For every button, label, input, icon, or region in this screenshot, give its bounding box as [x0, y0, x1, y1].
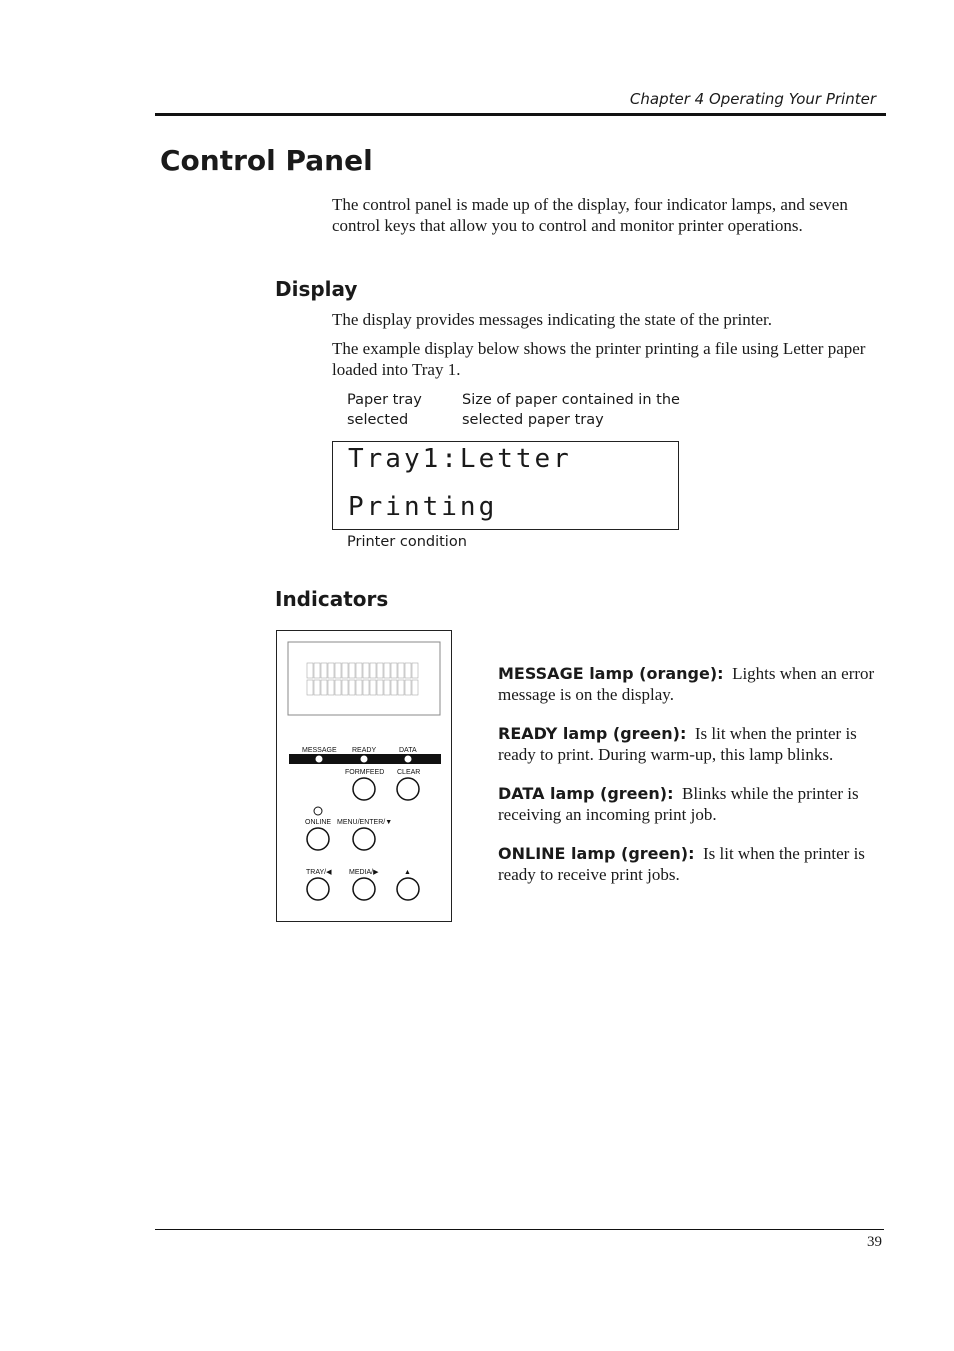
- panel-display-frame: [288, 642, 440, 715]
- display-paragraph-1: The display provides messages indicating the state of the printer.: [332, 310, 772, 329]
- formfeed-key-icon: [353, 778, 375, 800]
- panel-label-formfeed: FORMFEED: [345, 769, 385, 776]
- data-lamp-description: DATA lamp (green): Blinks while the printer is receiving an incoming print job.: [498, 784, 859, 824]
- lcd-cell: [321, 663, 327, 678]
- lcd-cell: [321, 680, 327, 695]
- panel-label-tray: TRAY/◀: [306, 869, 332, 876]
- panel-lcd-grid: [307, 663, 418, 695]
- ready-lamp-icon: [360, 755, 368, 763]
- lcd-cell: [307, 663, 313, 678]
- lcd-cell: [398, 663, 404, 678]
- online-key-icon: [307, 828, 329, 850]
- lcd-cell: [335, 680, 341, 695]
- lcd-display-example: [332, 441, 679, 530]
- footer-rule: [155, 1229, 884, 1230]
- display-heading: Display: [275, 277, 358, 301]
- panel-label-ready: READY: [352, 747, 377, 754]
- callout-paper-size: Size of paper contained in the selected paper tray: [462, 392, 680, 428]
- lcd-cell: [398, 680, 404, 695]
- lcd-cell: [356, 680, 362, 695]
- header-rule: [155, 113, 886, 116]
- lcd-cell: [349, 680, 355, 695]
- lcd-cell: [370, 680, 376, 695]
- intro-paragraph: The control panel is made up of the display, four indicator lamps, and seven control keys that allow you to control and monitor printer operations.: [332, 195, 848, 235]
- lcd-cell: [314, 680, 320, 695]
- indicators-heading: Indicators: [275, 587, 389, 611]
- lcd-cell: [328, 663, 334, 678]
- message-lamp-icon: [315, 755, 323, 763]
- lcd-cell: [342, 680, 348, 695]
- lcd-cell: [349, 663, 355, 678]
- lcd-cell: [412, 680, 418, 695]
- lcd-cell: [384, 663, 390, 678]
- panel-label-message: MESSAGE: [302, 747, 337, 754]
- lcd-cell: [377, 680, 383, 695]
- lcd-cell: [377, 663, 383, 678]
- lcd-cell: [342, 663, 348, 678]
- lcd-line-1: Tray1:Letter: [348, 444, 572, 474]
- lcd-cell: [314, 663, 320, 678]
- display-paragraph-2: The example display below shows the printer printing a file using Letter paper loaded into Tray 1.: [332, 339, 866, 379]
- panel-label-menu: MENU/ENTER/▼: [337, 819, 393, 826]
- callout-paper-tray: Paper tray selected: [347, 392, 422, 428]
- menu-enter-key-icon: [353, 828, 375, 850]
- clear-key-icon: [397, 778, 419, 800]
- lcd-line-2: Printing: [348, 492, 498, 522]
- chapter-header: Chapter 4 Operating Your Printer: [629, 90, 876, 108]
- lcd-cell: [363, 680, 369, 695]
- lcd-cell: [363, 663, 369, 678]
- lcd-cell: [391, 680, 397, 695]
- data-lamp-icon: [404, 755, 412, 763]
- lcd-cell: [405, 663, 411, 678]
- control-panel-drawing: [277, 631, 451, 921]
- lcd-cell: [384, 680, 390, 695]
- lcd-cell: [391, 663, 397, 678]
- panel-label-media: MEDIA/▶: [349, 869, 379, 876]
- panel-label-up: ▲: [404, 869, 411, 876]
- online-lamp-description: ONLINE lamp (green): Is lit when the printer is ready to receive print jobs.: [498, 844, 865, 884]
- lcd-cell: [356, 663, 362, 678]
- tray-key-icon: [307, 878, 329, 900]
- callout-printer-condition: Printer condition: [347, 534, 467, 550]
- lcd-cell: [412, 663, 418, 678]
- message-lamp-description: MESSAGE lamp (orange): Lights when an error message is on the display.: [498, 664, 875, 704]
- panel-label-data: DATA: [399, 747, 417, 754]
- panel-label-clear: CLEAR: [397, 769, 421, 776]
- page-title: Control Panel: [160, 144, 373, 177]
- page-number: 39: [867, 1234, 882, 1250]
- lcd-cell: [307, 680, 313, 695]
- control-panel-illustration: [276, 630, 452, 922]
- media-key-icon: [353, 878, 375, 900]
- up-key-icon: [397, 878, 419, 900]
- lcd-cell: [370, 663, 376, 678]
- online-lamp-icon: [314, 807, 322, 815]
- panel-label-online: ONLINE: [305, 819, 332, 826]
- ready-lamp-description: READY lamp (green): Is lit when the printer is ready to print. During warm-up, this lamp blinks.: [498, 724, 857, 764]
- lcd-cell: [405, 680, 411, 695]
- lcd-cell: [328, 680, 334, 695]
- lcd-cell: [335, 663, 341, 678]
